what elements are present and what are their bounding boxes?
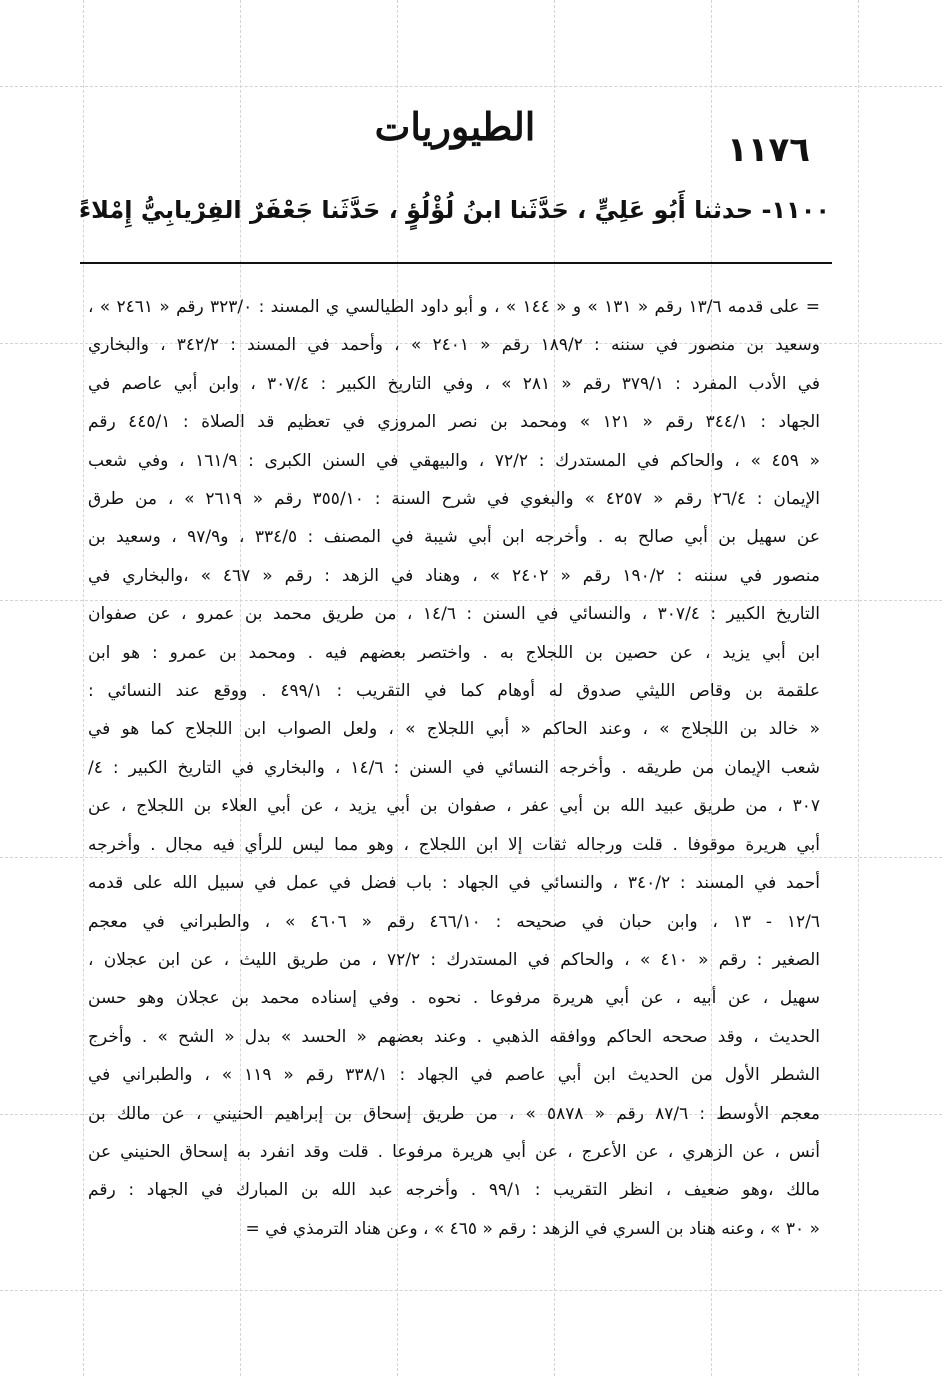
footnote-line: التاريخ الكبير : ٣٠٧/٤ ، والنسائي في السنن : ١٤/٦ ، من طريق محمد بن عمرو ، عن صفوان xyxy=(88,604,820,625)
footnote-line: الإيمان : ٢٦/٤ رقم « ٤٢٥٧ » والبغوي في شرح السنة : ٣٥٥/١٠ رقم « ٢٦١٩ » ، من طرق xyxy=(88,489,821,510)
footnote-line: علقمة بن وقاص الليثي صدوق له أوهام كما في التقريب : ٤٩٩/١ . ووقع عند النسائي : xyxy=(88,681,820,702)
running-title: الطيوريات xyxy=(374,104,536,149)
footnote-line: ١٢/٦ - ١٣ ، وابن حبان في صحيحه : ٤٦٦/١٠ رقم « ٤٦٠٦ » ، والطبراني في معجم xyxy=(88,911,820,932)
scan-guide-line xyxy=(0,1290,942,1291)
footnote-line: ابن أبي يزيد ، عن حصين بن اللجلاج به . واختصر بعضهم فيه . ومحمد بن عمرو : هو ابن xyxy=(88,642,820,663)
scan-guide-line xyxy=(0,86,942,87)
footnote-line: في الأدب المفرد : ٣٧٩/١ رقم « ٢٨١ » ، وفي التاريخ الكبير : ٣٠٧/٤ ، وابن أبي عاصم في xyxy=(88,373,821,394)
footnote-line: « ٣٠ » ، وعنه هناد بن السري في الزهد : رقم « ٤٦٥ » ، وعن هناد الترمذي في = xyxy=(245,1218,820,1239)
footnote-line: معجم الأوسط : ٨٧/٦ رقم « ٥٨٧٨ » ، من طريق إسحاق بن إبراهيم الحنيني ، عن مالك بن xyxy=(88,1103,820,1124)
footnote-line: الجهاد : ٣٤٤/١ رقم « ١٢١ » ومحمد بن نصر المروزي في تعظيم قد الصلاة : ٤٤٥/١ رقم xyxy=(88,412,821,433)
footnote-line: مالك ،وهو ضعيف ، انظر التقريب : ٩٩/١ . وأخرجه عبد الله بن المبارك في الجهاد : رقم xyxy=(88,1180,820,1201)
page-header xyxy=(90,100,820,170)
footnote-line: أحمد في المسند : ٣٤٠/٢ ، والنسائي في الجهاد : باب فضل في عمل في سبيل الله على قدمه xyxy=(88,873,820,894)
scan-guide-line xyxy=(858,0,859,1376)
footnote-text xyxy=(88,288,820,1248)
footnote-line: « ٤٥٩ » ، والحاكم في المستدرك : ٧٢/٢ ، والبيهقي في السنن الكبرى : ١٦١/٩ ، وفي شعب xyxy=(88,450,820,471)
heading-divider xyxy=(80,262,832,264)
footnote-line: منصور في سننه : ١٩٠/٢ رقم « ٢٤٠٢ » ، وهناد في الزهد : رقم « ٤٦٧ » ،والبخاري في xyxy=(88,565,821,586)
footnote-line: وسعيد بن منصور في سننه : ١٨٩/٢ رقم « ٢٤٠١ » ، وأحمد في المسند : ٣٤٢/٢ ، والبخاري xyxy=(88,335,820,356)
footnote-line: الحديث ، وقد صححه الحاكم ووافقه الذهبي . وعند بعضهم « الحسد » بدل « الشح » . وأخرج xyxy=(88,1026,820,1047)
footnote-line: سهيل ، عن أبيه ، عن أبي هريرة مرفوعا . نحوه . وفي إسناده محمد بن عجلان وهو حسن xyxy=(88,988,820,1009)
footnote-line: = على قدمه ١٣/٦ رقم « ١٣١ » و « ١٤٤ » ، و أبو داود الطيالسي ي المسند : ٣٢٣/٠ رقم « ٢٤٦١ » ، xyxy=(88,297,821,317)
footnote-line: عن سهيل بن أبي صالح به . وأخرجه ابن أبي شيبة في المصنف : ٣٣٤/٥ ، و٩٧/٩ ، وسعيد بن xyxy=(88,527,820,548)
footnote-line: « خالد بن اللجلاج » ، وعند الحاكم « أبي اللجلاج » ، ولعل الصواب ابن اللجلاج كما هو في xyxy=(88,719,820,740)
footnote-line: أبي هريرة موقوفا . قلت ورجاله ثقات إلا ابن اللجلاج ، وهو مما ليس للرأي فيه مجال . وأخرجه xyxy=(88,834,820,855)
footnote-line: أنس ، عن الزهري ، عن الأعرج ، عن أبي هريرة مرفوعا . قلت وقد انفرد به إسحاق الحنيني عن xyxy=(88,1141,820,1162)
hadith-heading: ١١٠٠- حدثنا أَبُو عَلِيٍّ ، حَدَّثَنا ابنُ لُؤْلُؤٍ ، حَدَّثَنا جَعْفَرٌ الفِرْيابِيُّ إِمْلاءً xyxy=(78,196,830,224)
footnote-line: ٣٠٧ ، من طريق عبيد الله بن أبي عفر ، صفوان بن أبي يزيد ، عن أبي العلاء بن اللجلاج ، عن xyxy=(88,796,820,817)
footnote-line: الشطر الأول من الحديث ابن أبي عاصم في الجهاد : ٣٣٨/١ رقم « ١١٩ » ، والطبراني في xyxy=(88,1065,820,1086)
footnote-line: شعب الإيمان من طريقه . وأخرجه النسائي في السنن : ١٤/٦ ، والبخاري في التاريخ الكبير : ٤/ xyxy=(88,757,820,778)
page-number: ١١٧٦ xyxy=(726,130,810,170)
footnote-line: الصغير : رقم « ٤١٠ » ، والحاكم في المستدرك : ٧٢/٢ ، من طريق الليث ، عن ابن عجلان ، xyxy=(88,949,820,970)
